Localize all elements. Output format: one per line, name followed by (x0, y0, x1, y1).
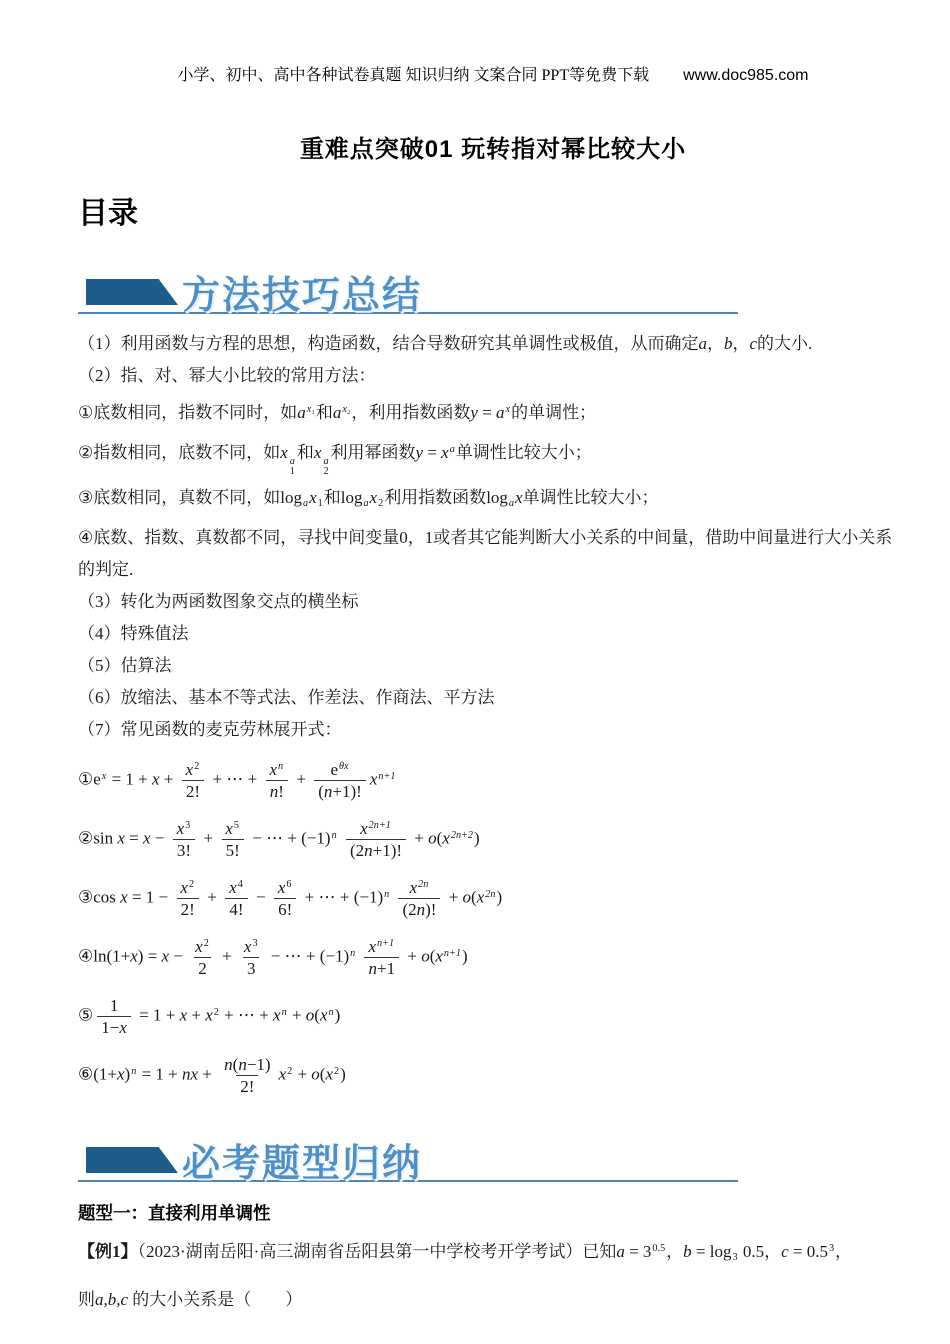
example-1-line-2: 则a,b,c 的大小关系是（ ） (78, 1290, 303, 1310)
formula-geom: ⑤ $\frac{1}{1-x}$ = $1 + x + x^2$ + ⋯ + $x^n + o(x^n)$ (78, 996, 341, 1038)
formula-cos: ③cos x = 1 − $\frac{x^2}{2!}$ + $\frac{x^4}{4!}$ − $\frac{x^6}{6!}$ + ⋯ + $(-1)^n$ $\frac{x^{2n}}{(2n)!}$ + $o(x^{2n})$ (78, 878, 503, 920)
method-item-7: （7）常见函数的麦克劳林展开式： (78, 720, 342, 740)
method-subitem-4: ④底数、指数、真数都不同，寻找中间变量0，1或者其它能判断大小关系的中间量，借助中间量进行大小关系的判定. (78, 528, 893, 580)
method-item-1: （1）利用函数与方程的思想，构造函数，结合导数研究其单调性或极值，从而确定a，b，c的大小. (78, 334, 813, 353)
section-banner-types (78, 1134, 738, 1186)
method-item-4: （4）特殊值法 (78, 624, 189, 644)
method-item-5: （5）估算法 (78, 656, 172, 676)
document-title: 重难点突破01 玩转指对幂比较大小 (299, 136, 687, 163)
formula-exp: $①e^x = 1 + x$ + $\frac{x^2}{2!}$ + ⋯ + $\frac{x^n}{n!}$ + $\frac{e^{\theta x}}{(n+1)!}$ $x^{n+1}$ (78, 760, 396, 802)
method-subitem-2: ②指数相同，底数不同，如x a 1 和x a 2 利用幂函数$y = x^a$单调性比较大小； (78, 443, 592, 477)
banner-trapezoid-icon (86, 279, 178, 305)
site-url: www.doc985.com (683, 67, 809, 84)
site-header (78, 62, 908, 85)
example-1-line-1: 【例1】（2023·湖南岳阳·高三湖南省岳阳县第一中学校考开学考试）已知$a = 3^{0.5}$，b = log3 0.5，$c = 0.5^3$， (78, 1242, 853, 1264)
method-subitem-1: ①底数相同，指数不同时，如$a^{x_1}$和$a^{x_2}$，利用指数函数$y = a^x$的单调性； (78, 403, 597, 422)
section-banner-methods (78, 266, 738, 317)
method-item-3: （3）转化为两函数图象交点的横坐标 (78, 592, 359, 612)
methods-list (78, 328, 908, 746)
header-promo-text: 小学、初中、高中各种试卷真题 知识归纳 文案合同 PPT等免费下载 (177, 67, 650, 84)
toc-heading: 目录 (78, 197, 138, 230)
formula-sin: ②sin x = x − $\frac{x^3}{3!}$ + $\frac{x^5}{5!}$ − ⋯ + $(-1)^n$ $\frac{x^{2n+1}}{(2n+1)!}$ + $o(x^{2n+2})$ (78, 819, 480, 861)
maclaurin-formula-list (78, 759, 908, 1100)
example-1 (78, 1235, 908, 1317)
type-one-heading: 题型一：直接利用单调性 (78, 1203, 271, 1224)
method-item-6: （6）放缩法、基本不等式法、作差法、作商法、平方法 (78, 688, 495, 708)
section-title-methods: 方法技巧总结 (182, 275, 423, 317)
method-item-2: （2）指、对、幂大小比较的常用方法： (78, 366, 376, 385)
formula-ln: ④ln(1+x) = x − $\frac{x^2}{2}$ + $\frac{x^3}{3}$ − ⋯ + $(-1)^n$ $\frac{x^{n+1}}{n+1}$ + $o(x^{n+1})$ (78, 937, 468, 979)
formula-binom: $⑥(1+x)^n = 1$ + nx + $\frac{n(n-1)}{2!}$ $x^2 + o(x^2)$ (78, 1055, 346, 1097)
section-title-types: 必考题型归纳 (182, 1143, 423, 1186)
method-subitem-3: ③底数相同，真数不同，如logax1和logax2利用指数函数logax单调性比较大小； (78, 488, 659, 510)
banner-trapezoid-icon (86, 1147, 178, 1173)
